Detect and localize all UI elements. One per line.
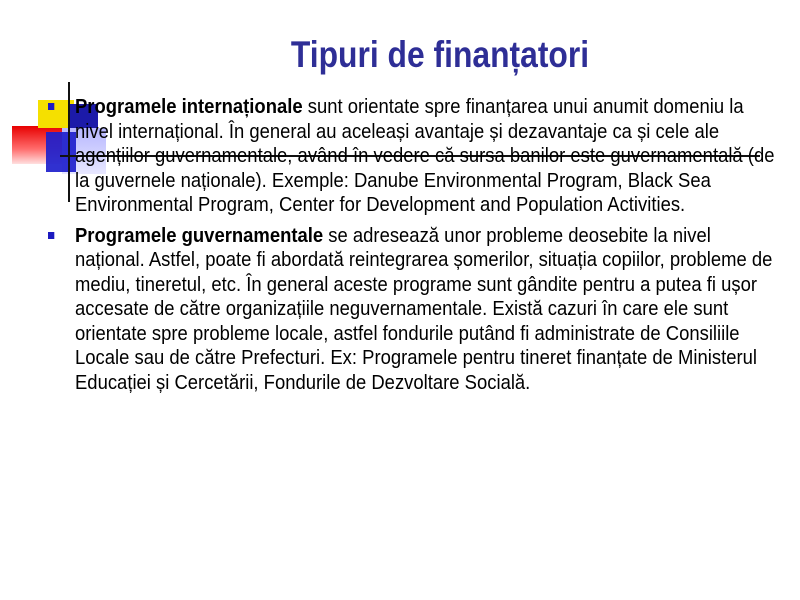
square-bullet-icon [48, 103, 54, 110]
item-text: se adresează unor probleme deosebite la nivel național. Astfel, poate fi abordată reintegrarea șomerilor, situația copiilor, probleme de mediu, tineretul, etc. În general aceste programe sunt gândite pentru a putea fi ușor accesate de către organizațiile neguvernamentale. Există cazuri în care ele sunt orientate spre probleme locale, astfel fondurile putând fi administrate de Consiliile Locale sau de către Prefecturi. Ex: Programele pentru tineret finanțate de Ministerul Educației și Cercetării, Fondurile de Dezvoltare Socială. [75, 223, 773, 394]
slide-title: Tipuri de finanțatori [290, 34, 590, 75]
square-bullet-icon [48, 232, 54, 239]
item-heading: Programele guvernamentale [75, 223, 324, 247]
bullet-list [48, 95, 775, 395]
item-text: sunt orientate spre finanțarea unui anumit domeniu la nivel internațional. În general au aceleași avantaje și dezavantaje ca și cele ale agențiilor guvernamentale, având în vedere că sursa banilor este guvernamentală (de la guvernele naționale). Exemple: Danube Environmental Program, Black Sea Environmental Program, Center for Development and Population Activities. [75, 95, 775, 216]
item-heading: Programele internaționale [75, 95, 303, 118]
bullet-item-international [48, 95, 777, 218]
bullet-item-government [48, 224, 777, 396]
